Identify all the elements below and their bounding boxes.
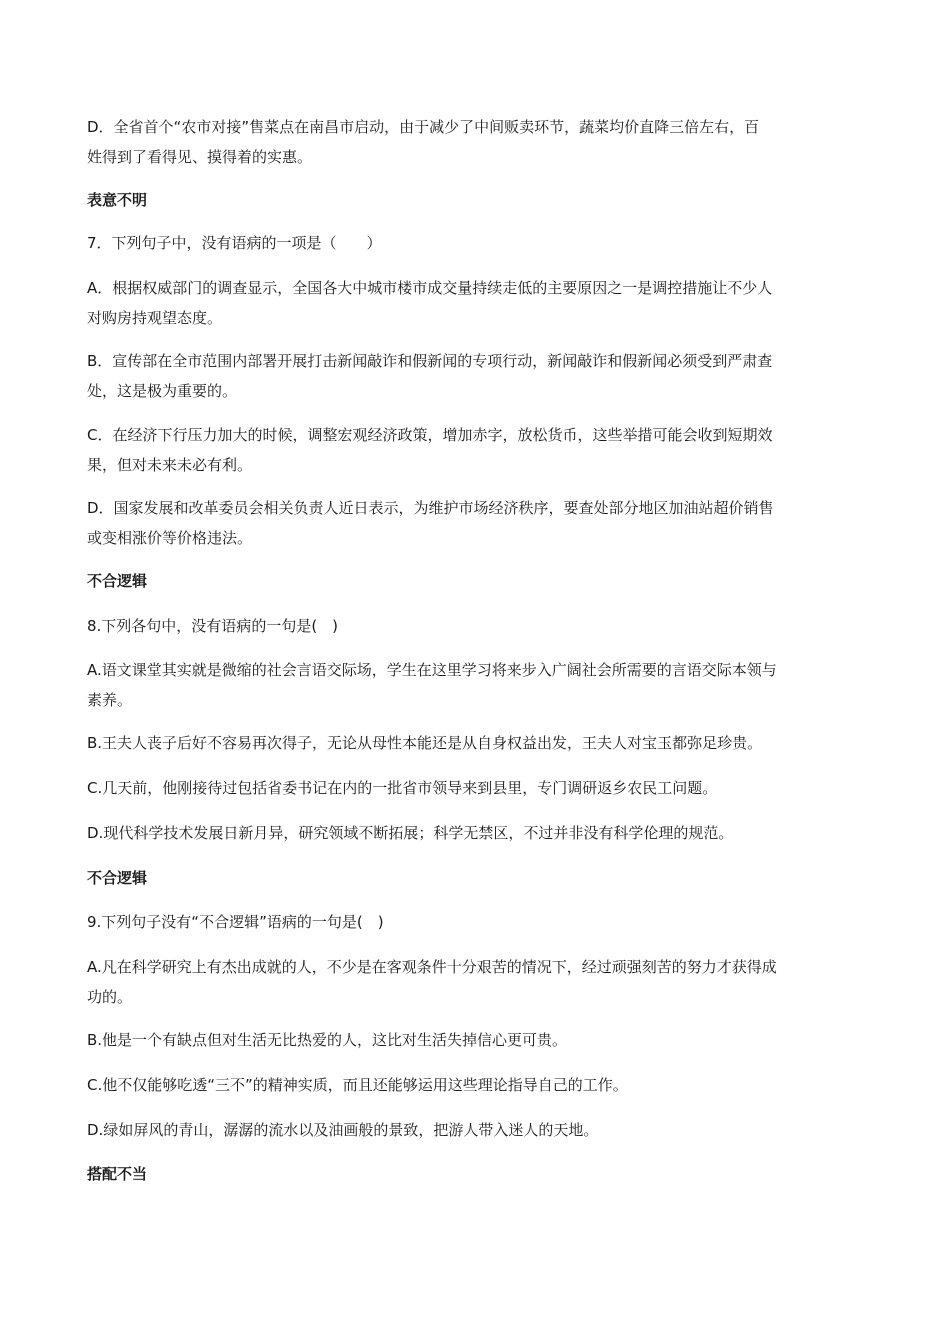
question-9: 9.下列句子没有“不合逻辑”语病的一句是( ) [87,913,384,931]
option-a-q7: A．根据权威部门的调查显示，全国各大中城市楼市成交量持续走低的主要原因之一是调控措施让不少人 对购房持观望态度。 [87,279,773,327]
question-7: 7．下列句子中，没有语病的一项是（ ） [87,234,382,252]
option-b-q9: B.他是一个有缺点但对生活无比热爱的人，这比对生活失掉信心更可贵。 [87,1031,568,1049]
option-a-q9: A.凡在科学研究上有杰出成就的人，不少是在客观条件十分艰苦的情况下，经过顽强刻苦的努力才获得成 功的。 [87,958,777,1006]
option-c-q8: C.几天前，他刚接待过包括省委书记在内的一批省市领导来到县里，专门调研返乡农民工问题。 [87,779,718,797]
option-b-q8: B.王夫人丧子后好不容易再次得子，无论从母性本能还是从自身权益出发，王夫人对宝玉都弥足珍贵。 [87,734,763,752]
option-d-q7: D．国家发展和改革委员会相关负责人近日表示，为维护市场经济秩序，要查处部分地区加油站超价销售 或变相涨价等价格违法。 [87,499,774,547]
option-b-q7: B．宣传部在全市范围内部署开展打击新闻敲诈和假新闻的专项行动，新闻敲诈和假新闻必须受到严肃查 处，这是极为重要的。 [87,352,773,400]
option-c-q7: C．在经济下行压力加大的时候，调整宏观经济政策，增加赤字，放松货币，这些举措可能会收到短期效 果，但对未来未必有利。 [87,426,773,474]
section-heading-illogical: 不合逻辑 [87,572,148,590]
option-c-q9: C.他不仅能够吃透“三不”的精神实质，而且还能够运用这些理论指导自己的工作。 [87,1076,628,1094]
option-a-q8: A.语文课堂其实就是微缩的社会言语交际场，学生在这里学习将来步入广阔社会所需要的言语交际本领与 素养。 [87,661,777,709]
option-d-q6: D．全省首个“农市对接”售菜点在南昌市启动，由于减少了中间贩卖环节，蔬菜均价直降三倍左右，百 姓得到了看得见、摸得着的实惠。 [87,118,760,166]
option-d-q9: D.绿如屏风的青山，潺潺的流水以及油画般的景致，把游人带入迷人的天地。 [87,1121,599,1139]
section-heading-ambiguous: 表意不明 [87,191,148,209]
question-8: 8.下列各句中，没有语病的一句是( ) [87,617,339,635]
section-heading-illogical-2: 不合逻辑 [87,869,148,887]
option-d-q8: D.现代科学技术发展日新月异，研究领域不断拓展；科学无禁区，不过并非没有科学伦理的规范。 [87,824,734,842]
section-heading-mismatch: 搭配不当 [87,1165,148,1183]
